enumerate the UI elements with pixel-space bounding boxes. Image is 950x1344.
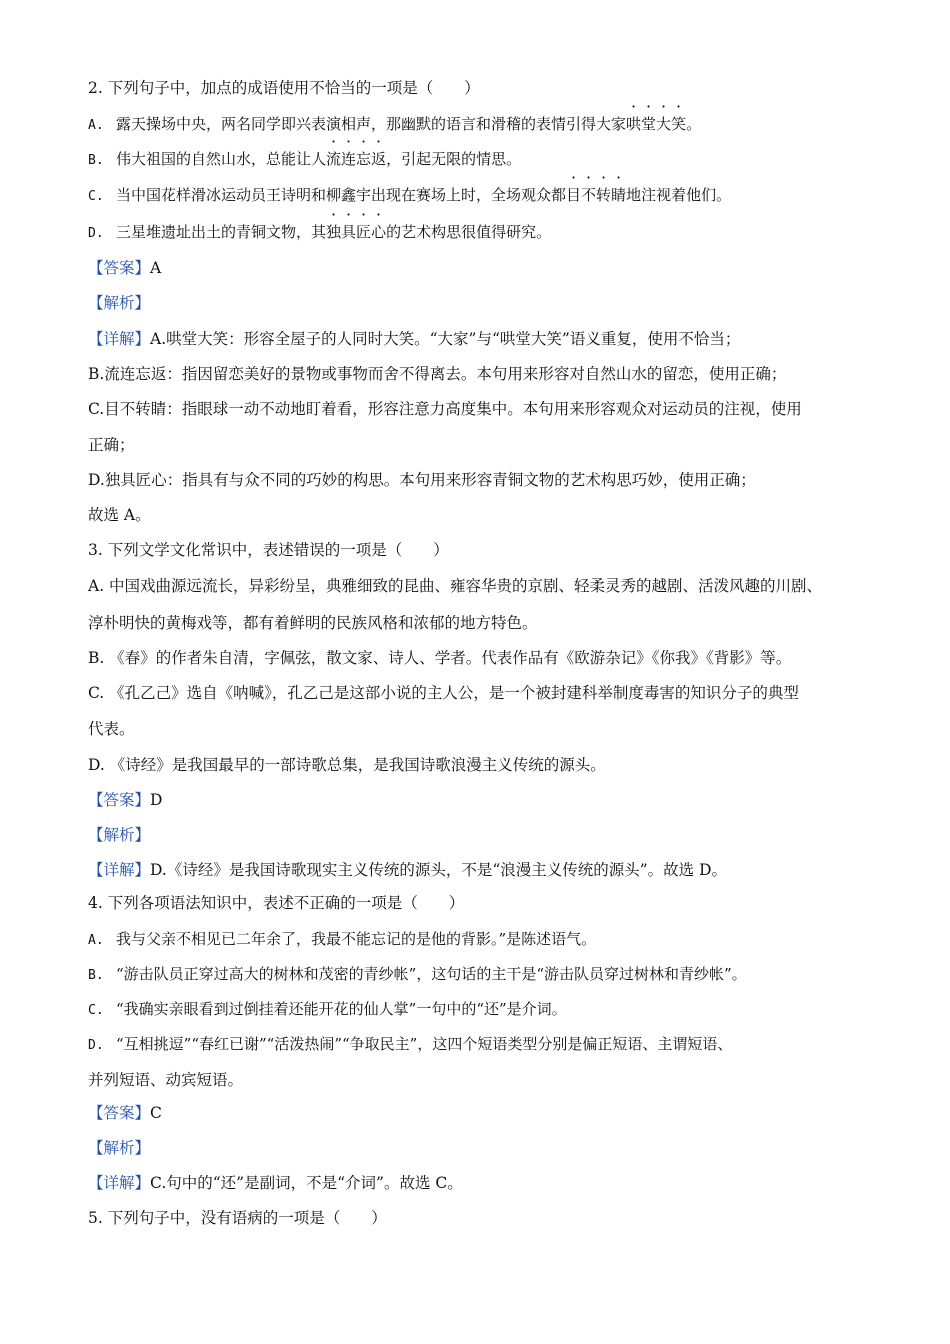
q3-option-d: D. 《诗经》是我国最早的一部诗歌总集，是我国诗歌浪漫主义传统的源头。 bbox=[88, 756, 606, 774]
q2-detail-2: B.流连忘返：指因留恋美好的景物或事物而舍不得离去。本句用来形容对自然山水的留恋，使用正确； bbox=[88, 365, 787, 383]
q4-option-d: D. “互相挑逗”“春红已谢”“活泼热闹”“争取民主”，这四个短语类型分别是偏正短语、主谓短语、 bbox=[88, 1035, 733, 1053]
q3-answer: 【答案】D bbox=[88, 791, 163, 809]
q2-option-a: A. 露天操场中央，两名同学即兴表演相声，那幽默的语言和滑稽的表情引得大家哄堂大笑。 bbox=[88, 114, 890, 136]
q3-analysis-tag: 【解析】 bbox=[88, 826, 151, 844]
q4-stem: 4. 下列各项语法知识中，表述不正确的一项是（ ） bbox=[88, 894, 465, 912]
q2-option-c-text: 当中国花样滑冰运动员王诗明和柳鑫宇出现在赛场上时，全场观众都 bbox=[116, 186, 567, 204]
q3-option-a: A. 中国戏曲源远流长，异彩纷呈，典雅细致的昆曲、雍容华贵的京剧、轻柔灵秀的越剧、活泼风趣的川剧、 bbox=[88, 577, 823, 595]
q5-stem: 5. 下列句子中，没有语病的一项是（ ） bbox=[88, 1209, 387, 1227]
q4-option-a: A. 我与父亲不相见已二年余了，我最不能忘记的是他的背影。”是陈述语气。 bbox=[88, 930, 597, 948]
q3-stem: 3. 下列文学文化常识中，表述错误的一项是（ ） bbox=[88, 541, 449, 559]
q2-option-a-label: A. bbox=[88, 118, 104, 133]
q2-stem: 2. 下列句子中，加点的成语使用不恰当的一项是（ ） bbox=[88, 79, 480, 97]
q2-analysis-tag: 【解析】 bbox=[88, 294, 151, 312]
q4-detail: 【详解】C.句中的“还”是副词，不是“介词”。故选 C。 bbox=[88, 1174, 463, 1192]
detail-tag: 【详解】 bbox=[88, 330, 151, 348]
q2-option-d-text: 三星堆遗址出土的青铜文物，其 bbox=[116, 223, 327, 241]
q2-detail-5: 故选 A。 bbox=[88, 506, 151, 524]
q3-option-b: B. 《春》的作者朱自清，字佩弦，散文家、诗人、学者。代表作品有《欧游杂记》《你我》《背影》等。 bbox=[88, 649, 792, 667]
q4-analysis-tag: 【解析】 bbox=[88, 1139, 151, 1157]
q2-option-a-text: 露天操场中央，两名同学即兴表演相声，那幽默的语言和滑稽的表情引得大家 bbox=[116, 115, 627, 133]
q2-option-d-label: D. bbox=[88, 226, 104, 241]
q4-option-d-cont: 并列短语、动宾短语。 bbox=[88, 1071, 244, 1089]
q3-detail: 【详解】D.《诗经》是我国诗歌现实主义传统的源头，不是“浪漫主义传统的源头”。故选 D。 bbox=[88, 861, 728, 879]
q2-detail-1: 【详解】A.哄堂大笑：形容全屋子的人同时大笑。“大家”与“哄堂大笑”语义重复，使用不恰当； bbox=[88, 330, 741, 348]
q4-option-b: B. “游击队员正穿过高大的树林和茂密的青纱帐”，这句话的主干是“游击队员穿过树林和青纱帐”。 bbox=[88, 965, 747, 983]
q2-option-a-idiom: 哄堂大笑 bbox=[626, 115, 687, 133]
q2-detail-4: D.独具匠心：指具有与众不同的巧妙的构思。本句用来形容青铜文物的艺术构思巧妙，使用正确； bbox=[88, 471, 756, 489]
q2-option-d: D. 三星堆遗址出土的青铜文物，其独具匠心的艺术构思很值得研究。 bbox=[88, 222, 890, 244]
q3-option-c-cont: 代表。 bbox=[88, 720, 135, 738]
q2-option-c-idiom: 目不转睛 bbox=[566, 186, 627, 204]
q2-option-d-idiom: 独具匠心 bbox=[326, 223, 387, 241]
answer-value: A bbox=[150, 259, 162, 277]
q3-option-a-cont: 淳朴明快的黄梅戏等，都有着鲜明的民族风格和浓郁的地方特色。 bbox=[88, 614, 538, 632]
q2-detail-3: C.目不转睛：指眼球一动不动地盯着看，形容注意力高度集中。本句用来形容观众对运动员的注视，使用 bbox=[88, 400, 802, 418]
q2-answer bbox=[88, 258, 890, 278]
q2-option-b-text: 伟大祖国的自然山水，总能让人 bbox=[116, 150, 327, 168]
q2-option-b-idiom: 流连忘返 bbox=[326, 150, 387, 168]
answer-tag: 【答案】 bbox=[88, 259, 151, 277]
q4-answer: 【答案】C bbox=[88, 1104, 162, 1122]
q2-option-b: B. 伟大祖国的自然山水，总能让人流连忘返，引起无限的情思。 bbox=[88, 149, 890, 171]
q4-option-c: C. “我确实亲眼看到过倒挂着还能开花的仙人掌”一句中的“还”是介词。 bbox=[88, 1000, 567, 1018]
q2-option-c: C. 当中国花样滑冰运动员王诗明和柳鑫宇出现在赛场上时，全场观众都目不转睛地注视着他们。 bbox=[88, 185, 890, 207]
q2-option-c-label: C. bbox=[88, 189, 104, 204]
q2-detail-3-cont: 正确； bbox=[88, 436, 135, 454]
q2-option-b-label: B. bbox=[88, 153, 104, 168]
q3-option-c: C. 《孔乙己》选自《呐喊》，孔乙己是这部小说的主人公，是一个被封建科举制度毒害的知识分子的典型 bbox=[88, 684, 799, 702]
